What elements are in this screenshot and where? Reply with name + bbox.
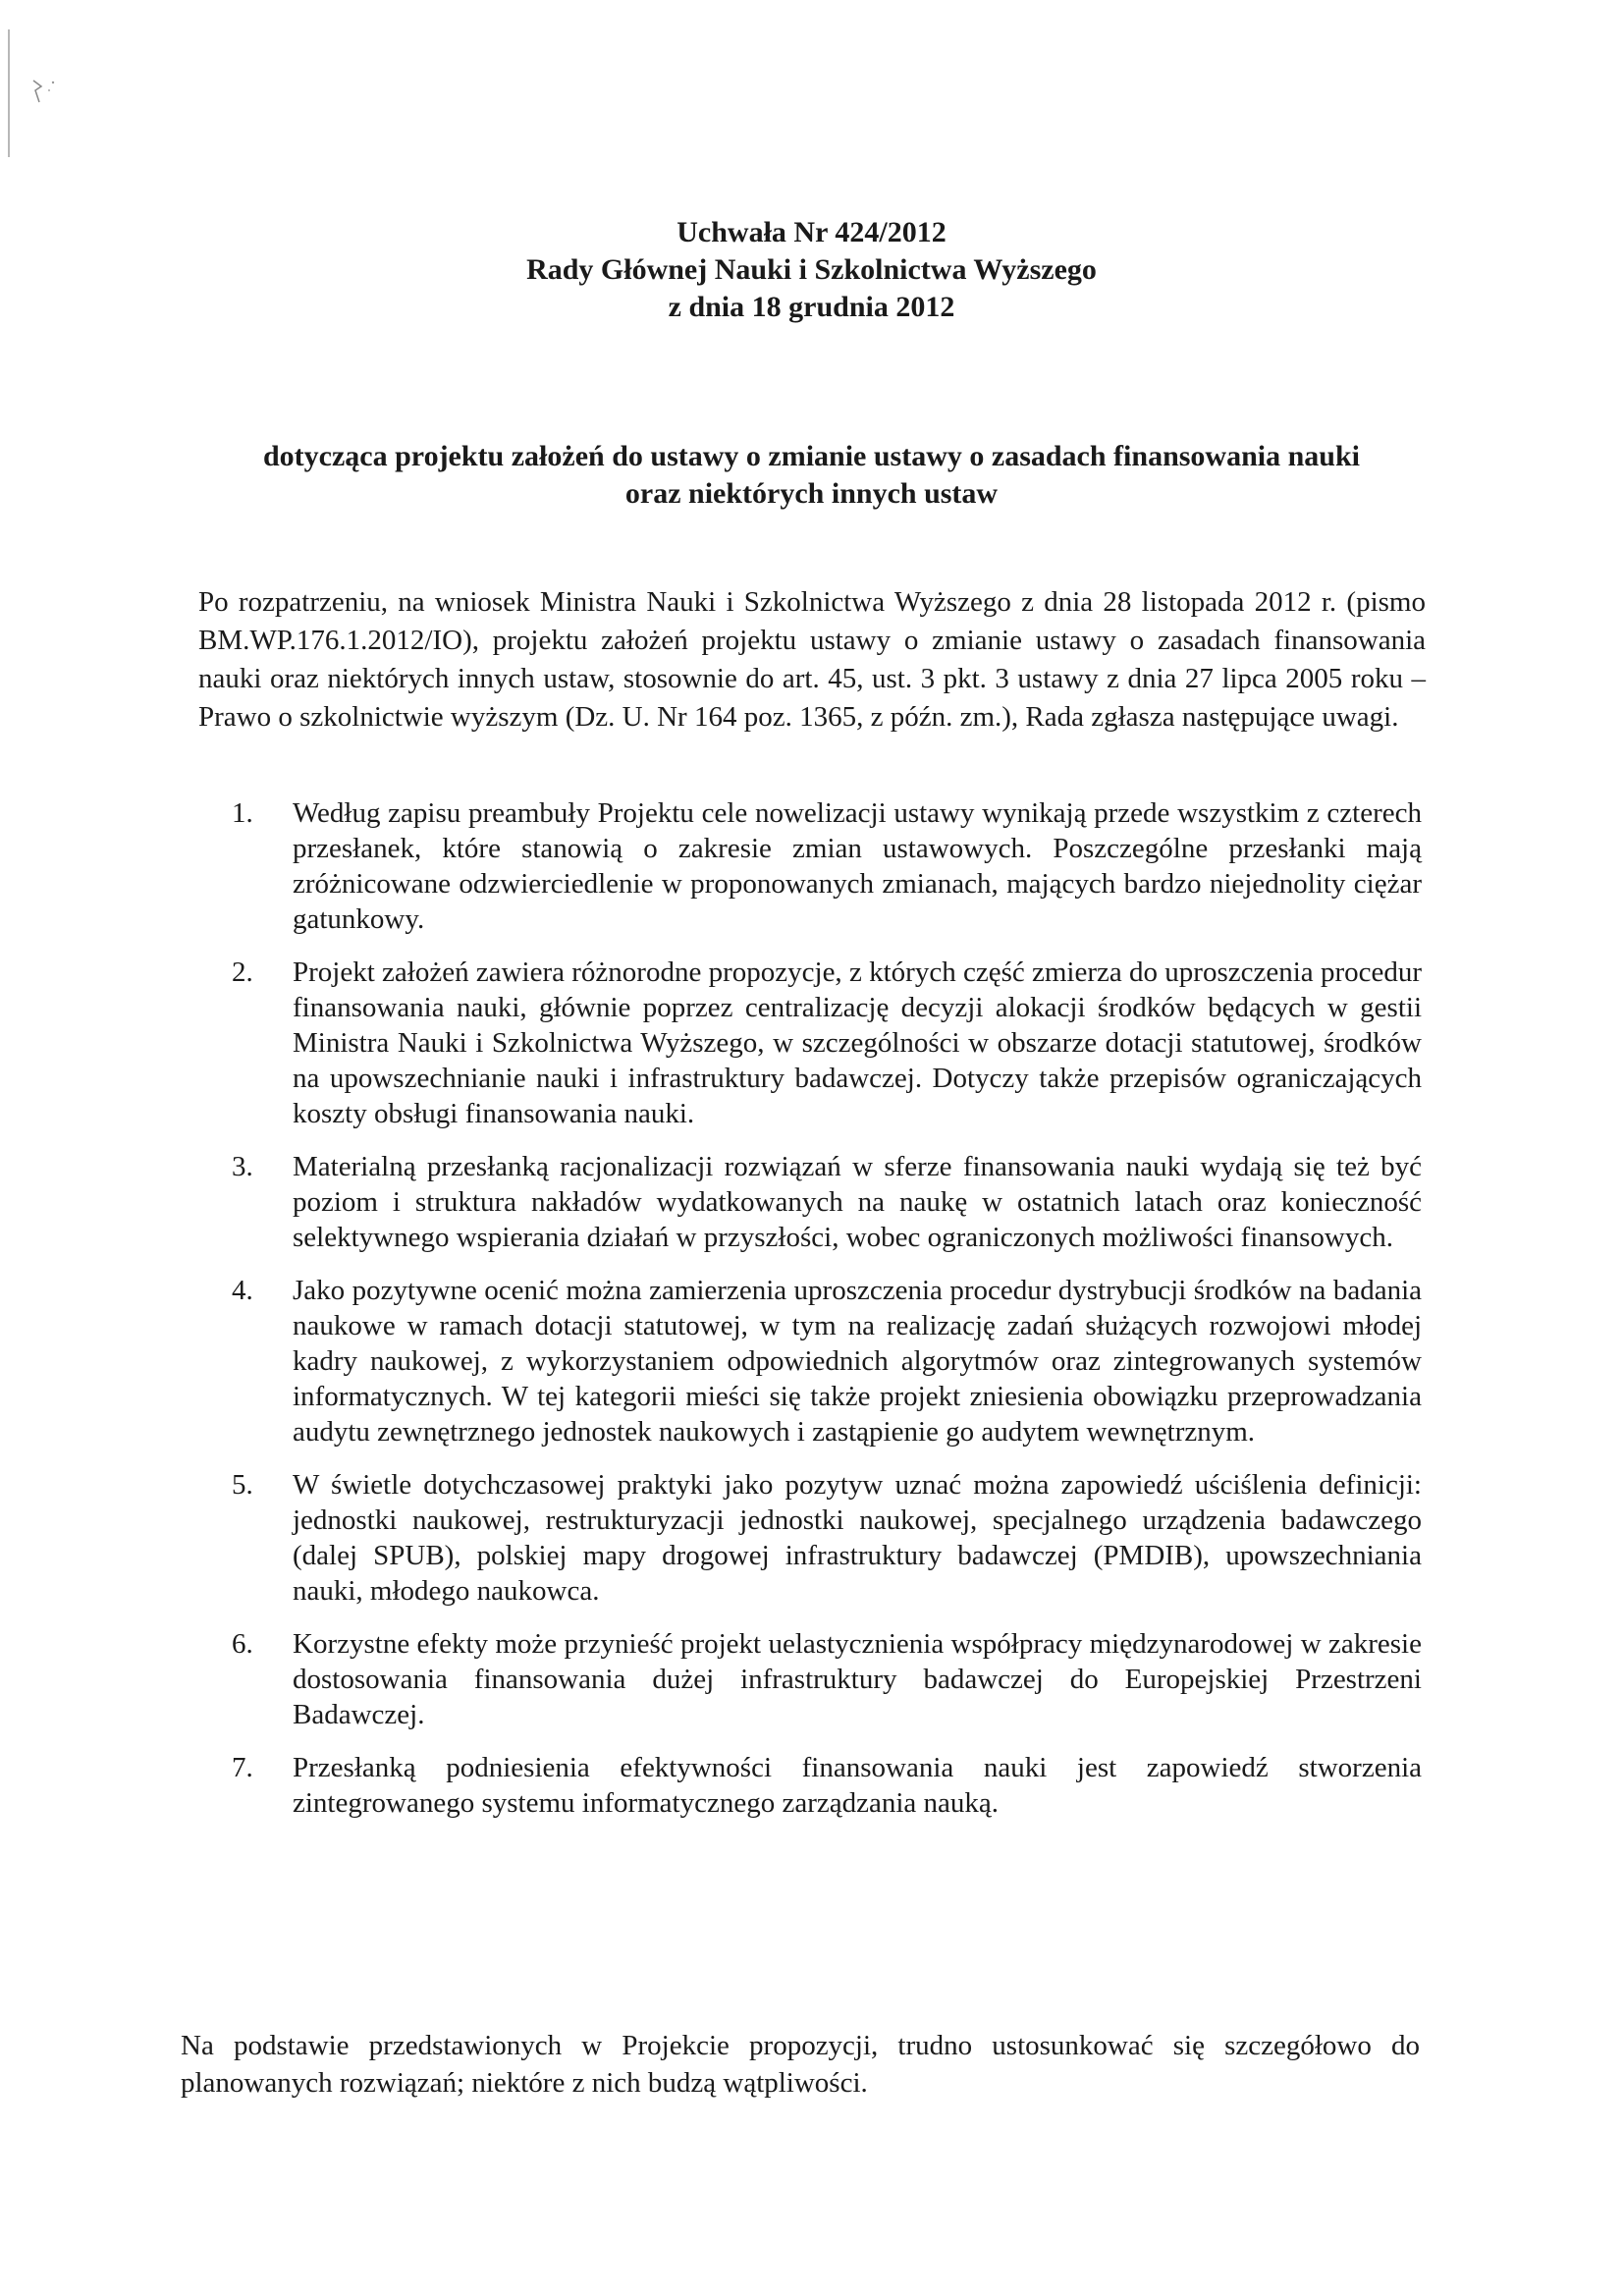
item-number: 5. <box>232 1469 253 1501</box>
subject-line-2: oraz niektórych innych ustaw <box>624 477 999 510</box>
resolution-number: Uchwała Nr 424/2012 <box>676 216 947 248</box>
item-text: Materialną przesłanką racjonalizacji rozwiązań w sferze finansowania nauki wydają się też być poziom i struktura nakładów wydatkowanych na naukę w ostatnich latach oraz konieczność selektywnego wspierania działań w przyszłości, wobec ograniczonych możliwości finansowych. <box>293 1151 1422 1253</box>
item-text: Przesłanką podniesienia efektywności finansowania nauki jest zapowiedź stworzenia zintegrowanego systemu informatycznego zarządzania nauką. <box>293 1752 1422 1819</box>
item-number: 4. <box>232 1275 253 1306</box>
list-item <box>232 1467 1422 1609</box>
list-item <box>232 955 1422 1131</box>
item-number: 7. <box>232 1752 253 1783</box>
remarks-list <box>232 795 1422 1838</box>
list-item <box>232 1750 1422 1821</box>
list-item <box>232 1149 1422 1255</box>
resolution-subject <box>0 438 1623 513</box>
item-text: Według zapisu preambuły Projektu cele nowelizacji ustawy wynikają przede wszystkim z czterech przesłanek, które stanowią o zakresie zmian ustawowych. Poszczególne przesłanki mają zróżnicowane odzwierciedlenie w proponowanych zmianach, mających bardzo niejednolity ciężar gatunkowy. <box>293 797 1422 935</box>
resolution-council: Rady Głównej Nauki i Szkolnictwa Wyższego <box>526 253 1097 286</box>
resolution-header <box>0 214 1623 326</box>
intro-paragraph: Po rozpatrzeniu, na wniosek Ministra Nauki i Szkolnictwa Wyższego z dnia 28 listopada 2012 r. (pismo BM.WP.176.1.2012/IO), projektu założeń projektu ustawy o zmianie ustawy o zasadach finansowania nauki oraz niektórych innych ustaw, stosownie do art. 45, ust. 3 pkt. 3 ustawy z dnia 27 lipca 2005 roku – Prawo o szkolnictwie wyższym (Dz. U. Nr 164 poz. 1365, z późn. zm.), Rada zgłasza następujące uwagi. <box>198 586 1426 733</box>
item-text: Korzystne efekty może przynieść projekt uelastycznienia współpracy międzynarodowej w zakresie dostosowania finansowania dużej infrastruktury badawczej do Europejskiej Przestrzeni Badawczej. <box>293 1628 1422 1730</box>
subject-line-1: dotycząca projektu założeń do ustawy o zmianie ustawy o zasadach finansowania nauki <box>262 440 1361 472</box>
item-number: 3. <box>232 1151 253 1182</box>
item-text: W świetle dotychczasowej praktyki jako pozytyw uznać można zapowiedź uściślenia definicji: jednostki naukowej, restrukturyzacji jednostki naukowej, specjalnego urządzenia badawczego (dalej SPUB), polskiej mapy drogowej infrastruktury badawczej (PMDIB), upowszechniania nauki, młodego naukowca. <box>293 1469 1422 1607</box>
item-number: 6. <box>232 1628 253 1660</box>
closing-paragraph: Na podstawie przedstawionych w Projekcie propozycji, trudno ustosunkować się szczegółowo do planowanych rozwiązań; niektóre z nich budzą wątpliwości. <box>181 2030 1420 2099</box>
item-text: Projekt założeń zawiera różnorodne propozycje, z których część zmierza do uproszczenia procedur finansowania nauki, głównie poprzez centralizację decyzji alokacji środków będących w gestii Ministra Nauki i Szkolnictwa Wyższego, w szczególności w obszarze dotacji statutowej, środków na upowszechnianie nauki i infrastruktury badawczej. Dotyczy także przepisów ograniczających koszty obsługi finansowania nauki. <box>293 957 1422 1129</box>
scan-mark-icon <box>31 77 59 106</box>
item-number: 2. <box>232 957 253 988</box>
list-item <box>232 1626 1422 1732</box>
list-item <box>232 1273 1422 1449</box>
scan-edge-line <box>8 29 10 157</box>
list-item <box>232 795 1422 937</box>
item-text: Jako pozytywne ocenić można zamierzenia uproszczenia procedur dystrybucji środków na badania naukowe w ramach dotacji statutowej, w tym na realizację zadań służących rozwojowi młodej kadry naukowej, z wykorzystaniem odpowiednich algorytmów oraz zintegrowanych systemów informatycznych. W tej kategorii mieści się także projekt zniesienia obowiązku przeprowadzania audytu zewnętrznego jednostek naukowych i zastąpienie go audytem wewnętrznym. <box>293 1275 1422 1448</box>
resolution-date: z dnia 18 grudnia 2012 <box>668 291 955 323</box>
item-number: 1. <box>232 797 253 829</box>
